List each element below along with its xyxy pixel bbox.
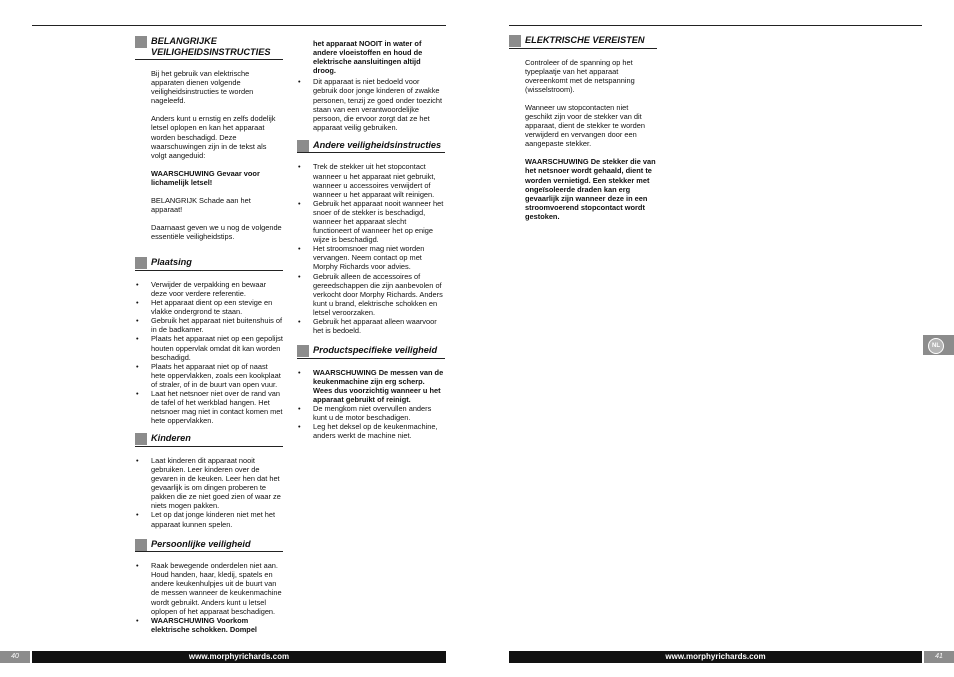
heading-square-icon bbox=[135, 36, 147, 48]
heading-square-icon bbox=[135, 433, 147, 445]
list-item: • Dit apparaat is niet bedoeld voor gebruik door jonge kinderen of zwakke personen, tenzij ze goed onder toezicht staan van een verantwoordelijke persoon, die ervoor zorgt dat ze het apparaat veilig gebruiken. bbox=[297, 77, 445, 132]
section-heading: Kinderen bbox=[135, 433, 283, 447]
footer-url-right: www.morphyrichards.com bbox=[509, 651, 922, 663]
section-heading: Andere veiligheidsinstructies bbox=[297, 140, 445, 154]
right-page-column bbox=[509, 35, 657, 230]
section-heading: Productspecifieke veiligheid bbox=[297, 345, 445, 359]
warning-paragraph: WAARSCHUWING De stekker die van het netsnoer wordt gehaald, dient te worden vernietigd. Een stekker met ongeïsoleerde draden kan erg gevaarlijk zijn wanneer deze in een stroomvoerend stopcontact wordt gestoken. bbox=[525, 157, 656, 221]
left-page-column-2 bbox=[297, 39, 445, 449]
warning-paragraph: het apparaat NOOIT in water of andere vloeistoffen en houd de elektrische aansluitingen altijd droog. bbox=[313, 39, 423, 76]
heading-square-icon bbox=[135, 257, 147, 269]
paragraph: Anders kunt u ernstig en zelfs dodelijk letsel oplopen en kan het apparaat worden beschadigd. Deze waarschuwingen zijn in de tekst als volgt aangeduid: bbox=[151, 114, 276, 160]
list-item: • WAARSCHUWING Voorkom elektrische schokken. Dompel bbox=[135, 616, 283, 634]
bullet-list bbox=[135, 561, 283, 634]
section-heading: ELEKTRISCHE VEREISTEN bbox=[509, 35, 657, 49]
list-item: • Plaats het apparaat niet op een gepolijst houten oppervlak omdat dit kan worden beschadigd. bbox=[135, 334, 283, 361]
section-heading: Persoonlijke veiligheid bbox=[135, 539, 283, 553]
paragraph: Daarnaast geven we u nog de volgende essentiële veiligheidstips. bbox=[151, 223, 282, 242]
footer-url-left: www.morphyrichards.com bbox=[32, 651, 446, 663]
list-item: • WAARSCHUWING De messen van de keukenmachine zijn erg scherp. Wees dus voorzichtig wanneer u het apparaat gebruikt of reinigt. bbox=[297, 368, 445, 404]
bullet-list bbox=[135, 280, 283, 426]
list-item: • Het apparaat dient op een stevige en vlakke ondergrond te staan. bbox=[135, 298, 283, 316]
list-item: • Trek de stekker uit het stopcontact wanneer u het apparaat niet gebruikt, wanneer u accessoires verwijdert of wanneer u het apparaat wilt reinigen. bbox=[297, 162, 445, 198]
heading-square-icon bbox=[509, 35, 521, 47]
section-heading: Plaatsing bbox=[135, 257, 283, 271]
top-rule-right bbox=[509, 25, 922, 26]
list-item: • Plaats het apparaat niet op of naast hete oppervlakken, zoals een kookplaat of straler, of in de buurt van open vuur. bbox=[135, 362, 283, 389]
warning-paragraph: WAARSCHUWING Gevaar voor lichamelijk letsel! bbox=[151, 168, 260, 187]
language-tab bbox=[923, 335, 954, 355]
list-item: • Laat het netsnoer niet over de rand van de tafel of het werkblad hangen. Het netsnoer mag niet in contact komen met hete oppervlakken. bbox=[135, 389, 283, 425]
heading-square-icon bbox=[297, 345, 309, 357]
list-item: • Verwijder de verpakking en bewaar deze voor verdere referentie. bbox=[135, 280, 283, 298]
top-rule-left bbox=[32, 25, 446, 26]
left-page-column-1 bbox=[135, 36, 283, 643]
heading-square-icon bbox=[135, 539, 147, 551]
list-item: • Gebruik alleen de accessoires of gereedschappen die zijn aanbevolen of verkocht door Morphy Richards. Anders kunt u brand, elektrische schokken en letsel veroorzaken. bbox=[297, 272, 445, 317]
heading-square-icon bbox=[297, 140, 309, 152]
section-heading: BELANGRIJKE VEILIGHEIDSINSTRUCTIES bbox=[135, 36, 283, 60]
bullet-list bbox=[297, 368, 445, 441]
list-item: • De mengkom niet overvullen anders kunt u de motor beschadigen. bbox=[297, 404, 445, 422]
list-item: • Raak bewegende onderdelen niet aan. Houd handen, haar, kledij, spatels en andere keukenhulpjes uit de buurt van de messen wanneer de keukenmachine wordt gebruikt. Anders kunt u letsel oplopen of het apparaat beschadigen. bbox=[135, 561, 283, 616]
page-number-right: 41 bbox=[924, 651, 954, 663]
paragraph: Controleer of de spanning op het typeplaatje van het apparaat overeenkomt met de netspanning (wisselstroom). bbox=[525, 57, 635, 94]
paragraph: Bij het gebruik van elektrische apparaten dienen volgende veiligheidsinstructies te worden nageleefd. bbox=[151, 69, 254, 106]
page-number-left: 40 bbox=[0, 651, 30, 663]
bullet-list bbox=[297, 162, 445, 335]
language-badge: NL bbox=[928, 338, 944, 354]
paragraph: Wanneer uw stopcontacten niet geschikt zijn voor de stekker van dit apparaat, dient de stekker te worden verwijderd en vervangen door een aangepaste stekker. bbox=[525, 102, 645, 149]
bullet-list bbox=[297, 77, 445, 132]
list-item: • Gebruik het apparaat niet buitenshuis of in de badkamer. bbox=[135, 316, 283, 334]
list-item: • Gebruik het apparaat alleen waarvoor het is bedoeld. bbox=[297, 317, 445, 335]
list-item: • Laat kinderen dit apparaat nooit gebruiken. Leer kinderen over de gevaren in de keuken. Leer hen dat het gevaarlijk is om dingen proberen te pakken die ze niet goed zien of waar ze niets mogen pakken. bbox=[135, 456, 283, 511]
paragraph: BELANGRIJK Schade aan het apparaat! bbox=[151, 196, 251, 215]
list-item: • Het stroomsnoer mag niet worden vervangen. Neem contact op met Morphy Richards voor advies. bbox=[297, 244, 445, 271]
list-item: • Let op dat jonge kinderen niet met het apparaat kunnen spelen. bbox=[135, 510, 283, 528]
list-item: • Leg het deksel op de keukenmachine, anders werkt de machine niet. bbox=[297, 422, 445, 440]
list-item: • Gebruik het apparaat nooit wanneer het snoer of de stekker is beschadigd, wanneer het apparaat slecht functioneert of wanneer het op enige wijze is beschadigd. bbox=[297, 199, 445, 244]
bullet-list bbox=[135, 456, 283, 529]
